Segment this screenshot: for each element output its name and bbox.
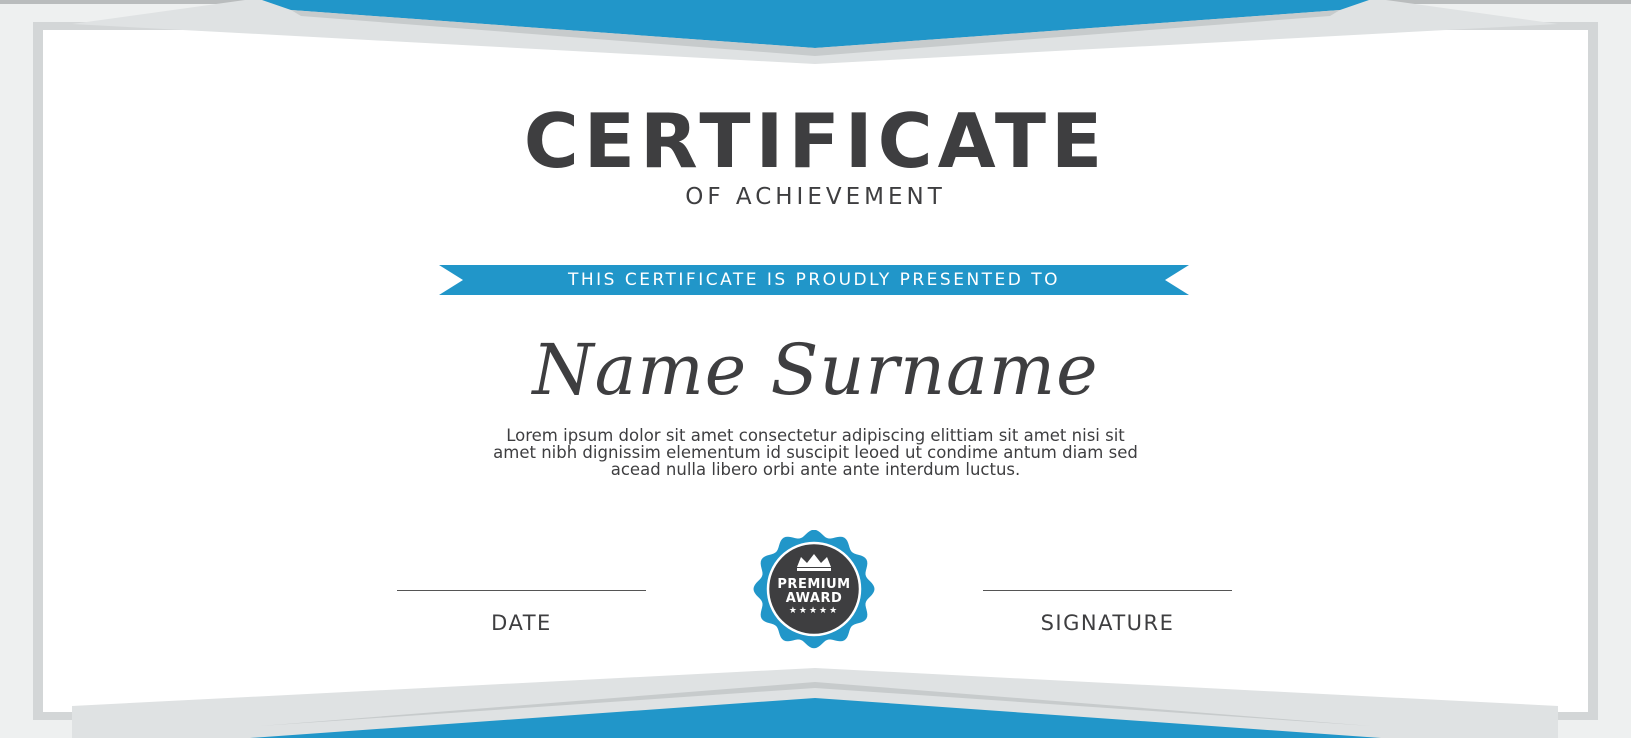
date-line [397, 590, 646, 591]
certificate-title: CERTIFICATE [523, 97, 1108, 185]
description-line-1: Lorem ipsum dolor sit amet consectetur adipiscing elittiam sit amet nisi sit [506, 426, 1125, 445]
signature-label: SIGNATURE [1040, 611, 1175, 635]
certificate-description [380, 427, 1251, 478]
certificate-subtitle: OF ACHIEVEMENT [685, 184, 946, 210]
description-line-3: acead nulla libero orbi ante ante interdum luctus. [610, 460, 1021, 479]
signature-line [983, 590, 1232, 591]
date-label: DATE [491, 611, 552, 635]
badge-line-award: AWARD [785, 591, 843, 606]
ribbon-text: THIS CERTIFICATE IS PROUDLY PRESENTED TO [567, 270, 1061, 290]
recipient-name: Name Surname [532, 329, 1099, 411]
presented-to-ribbon [439, 265, 1189, 295]
badge-line-premium: PREMIUM [777, 577, 851, 592]
premium-award-badge [714, 530, 914, 650]
description-line-2: amet nibh dignissim elementum id suscipit leoed ut condime antum diam sed [493, 443, 1138, 462]
badge-stars: ★★★★★ [788, 606, 840, 616]
